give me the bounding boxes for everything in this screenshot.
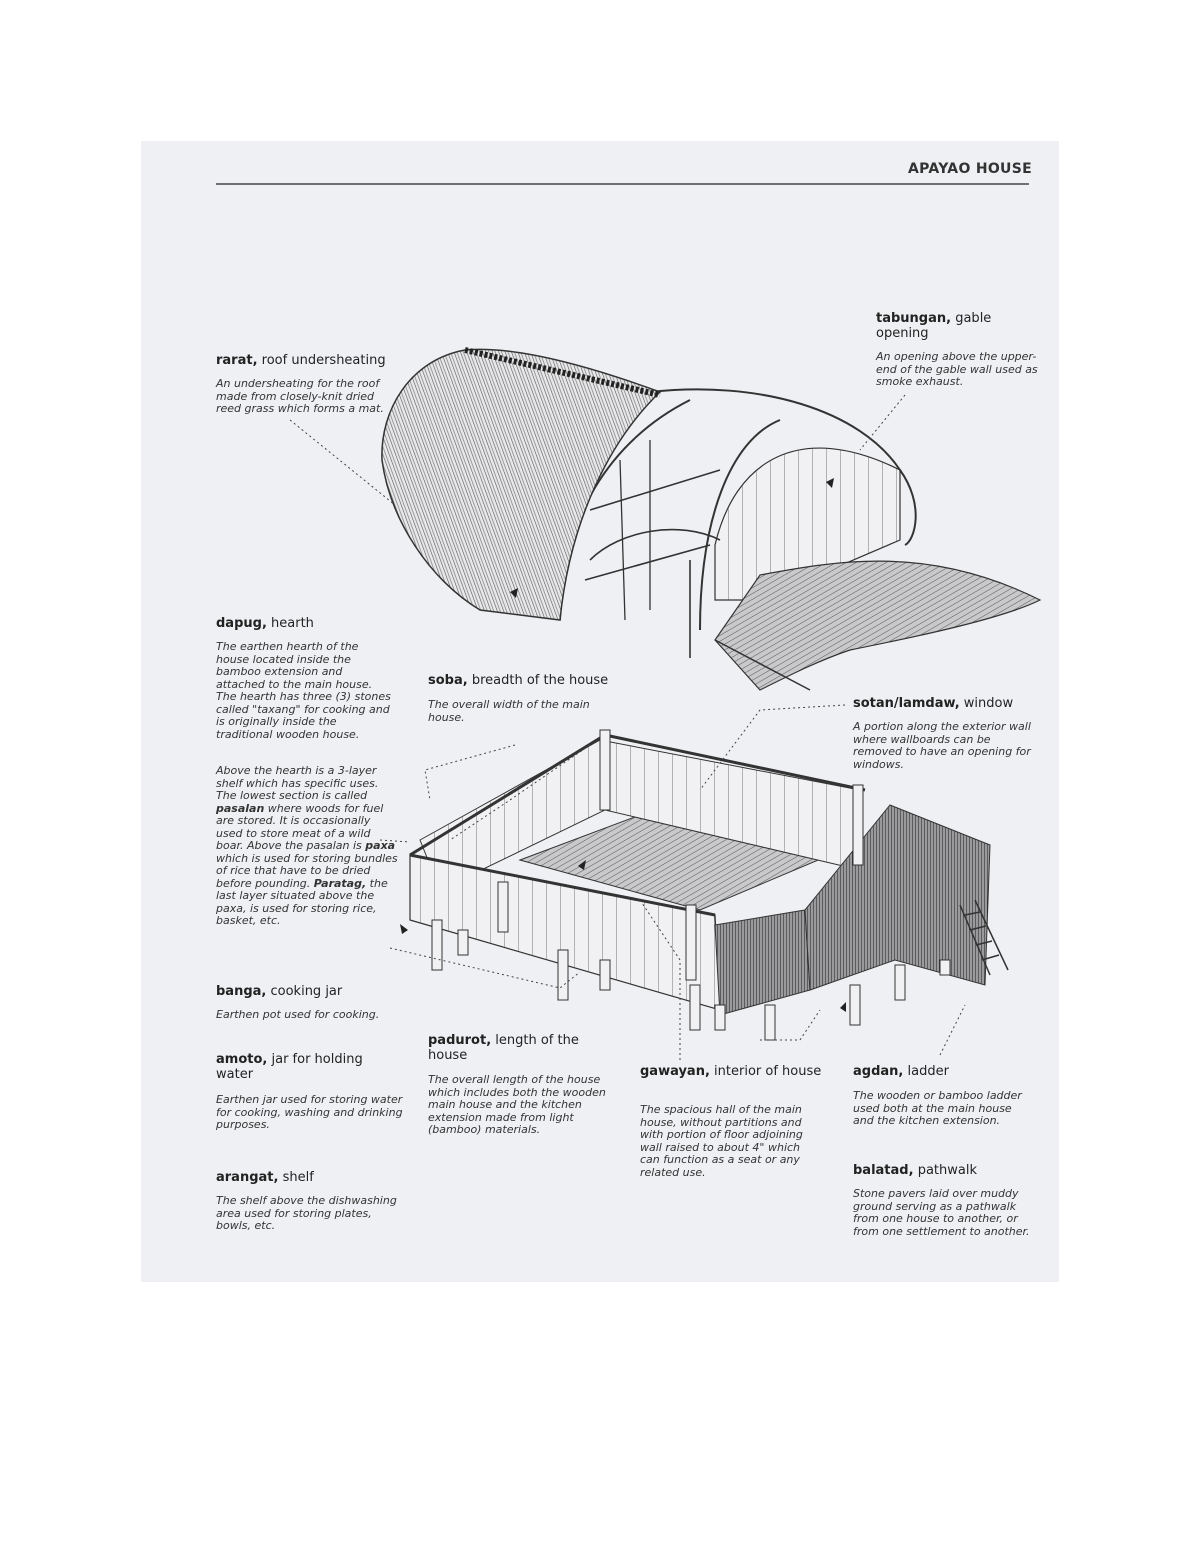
extension-floor xyxy=(715,561,1040,690)
desc-gawayan: The spacious hall of the main house, without partitions and with portion of floor adjoining wall raised to about 4" which can function as a seat or any related use. xyxy=(640,1103,803,1179)
page-title: APAYAO HOUSE xyxy=(908,161,1032,177)
desc-sotan-lamdaw: A portion along the exterior wall where wallboards can be removed to have an opening for windows. xyxy=(853,720,1031,771)
label-amoto: amoto, jar for holding water xyxy=(216,1052,363,1082)
house-drawing xyxy=(400,730,1008,1040)
desc-soba: The overall width of the main house. xyxy=(428,698,590,724)
desc-agdan: The wooden or bamboo ladder used both at the main house and the kitchen extension. xyxy=(853,1089,1022,1127)
kitchen-wall-front xyxy=(715,910,810,1015)
label-dapug: dapug, hearth xyxy=(216,616,314,631)
frame-purlin xyxy=(585,545,710,580)
desc-tabungan: An opening above the upper-end of the gable wall used as smoke exhaust. xyxy=(876,350,1038,388)
label-padurot: padurot, length of the house xyxy=(428,1033,579,1063)
frame-arch xyxy=(590,530,720,560)
desc-amoto: Earthen jar used for storing water for cooking, washing and drinking purposes. xyxy=(216,1093,403,1131)
roof-drawing xyxy=(382,349,1040,690)
label-balatad: balatad, pathwalk xyxy=(853,1163,977,1178)
desc-padurot: The overall length of the house which includes both the wooden main house and the kitchen extension made from light (bamboo) materials. xyxy=(428,1073,606,1136)
desc-dapug: The earthen hearth of the house located inside the bamboo extension and attached to the main house. The hearth has three (3) stones called "taxang" for cooking and is originally inside the traditional wooden house. xyxy=(216,640,391,741)
label-gawayan: gawayan, interior of house xyxy=(640,1064,822,1079)
desc-arangat: The shelf above the dishwashing area used for storing plates, bowls, etc. xyxy=(216,1194,397,1232)
desc-dapug-shelf: Above the hearth is a 3-layer shelf which has specific uses. The lowest section is called pasalan where woods for fuel are stored. It is occasionally used to store meat of a wild boar. Above the pasalan is paxa which is used for storing bundles of rice that have to be dried before pounding. Paratag, the last layer situated above the paxa, is used for storing rice, basket, etc. xyxy=(216,764,398,927)
label-soba: soba, breadth of the house xyxy=(428,673,609,688)
label-sotan-lamdaw: sotan/lamdaw, window xyxy=(853,696,1014,711)
label-rarat: rarat, roof undersheating xyxy=(216,353,386,368)
thatch-roof xyxy=(382,349,660,620)
desc-balatad: Stone pavers laid over muddy ground serving as a pathwalk from one house to another, or from one settlement to another. xyxy=(853,1187,1030,1238)
desc-banga: Earthen pot used for cooking. xyxy=(216,1008,380,1021)
label-agdan: agdan, ladder xyxy=(853,1064,949,1079)
desc-rarat: An undersheating for the roof made from closely-knit dried reed grass which forms a mat. xyxy=(216,377,384,415)
frame-purlin xyxy=(590,470,720,510)
label-banga: banga, cooking jar xyxy=(216,984,343,999)
label-arangat: arangat, shelf xyxy=(216,1170,314,1185)
label-tabungan: tabungan, gable opening xyxy=(876,311,992,341)
